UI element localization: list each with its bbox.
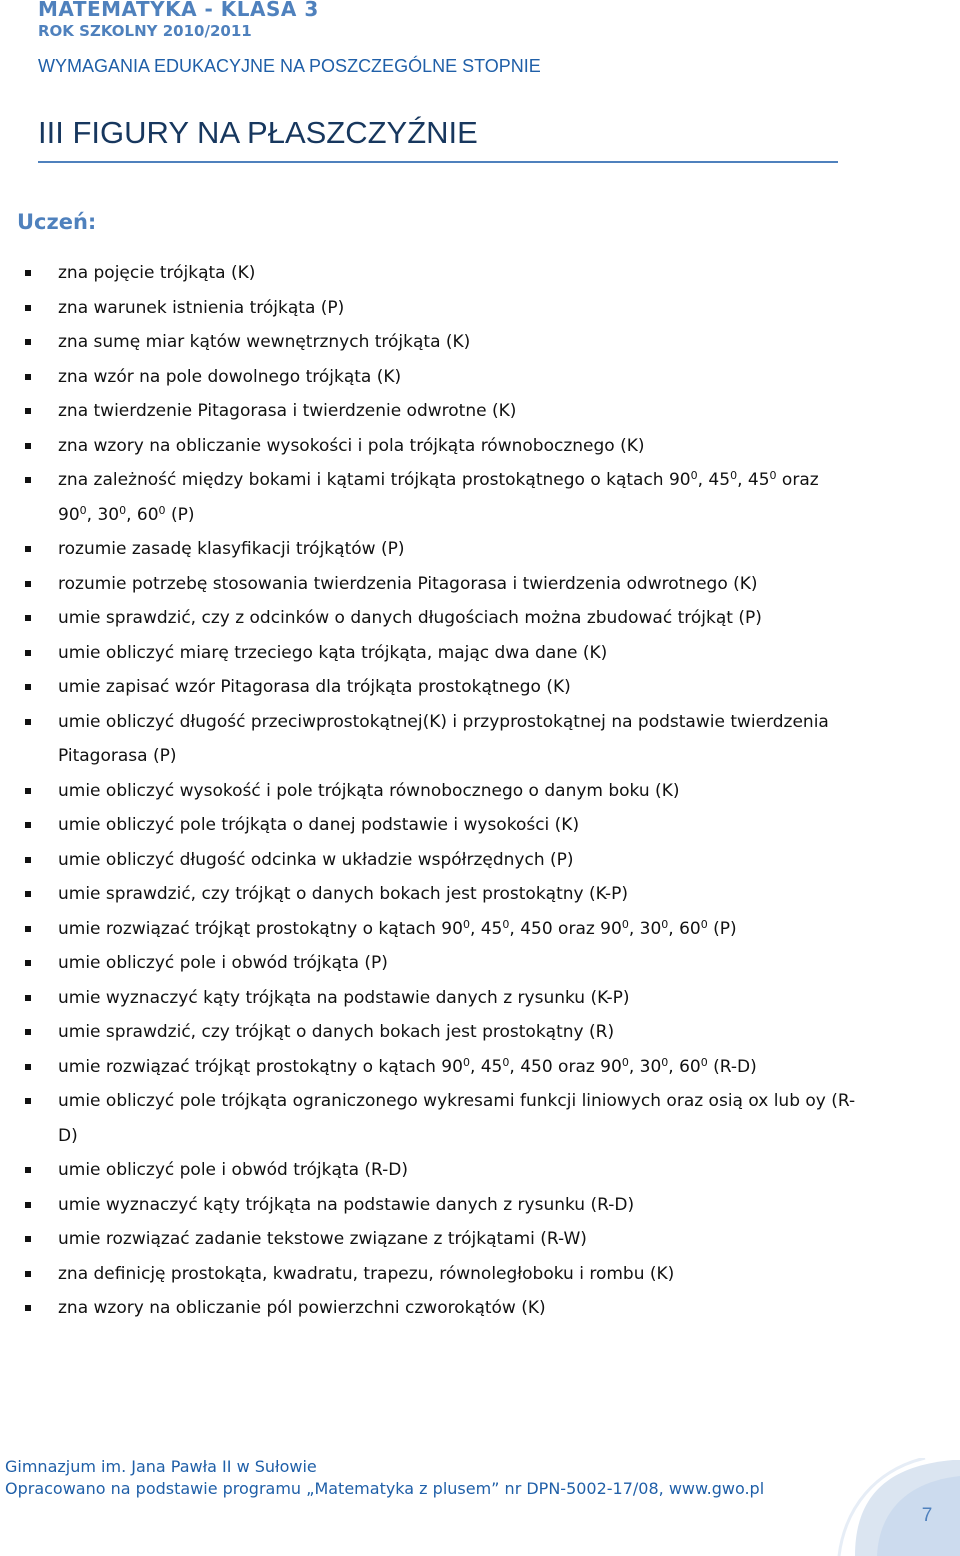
requirement-text: umie obliczyć pole trójkąta o danej podstawie i wysokości (K) [58, 815, 580, 835]
bullet-square-icon [25, 1271, 31, 1277]
bullet-square-icon [25, 1305, 31, 1311]
bullet-square-icon [25, 546, 31, 552]
degree-superscript: 0 [79, 503, 87, 517]
chapter-title: III FIGURY NA PŁASZCZYŹNIE [38, 115, 478, 150]
requirement-item [58, 360, 858, 395]
requirement-text: , 60 [668, 1056, 701, 1077]
bullet-square-icon [25, 1098, 31, 1104]
requirement-text: umie wyznaczyć kąty trójkąta na podstawie danych z rysunku (R-D) [58, 1194, 635, 1215]
requirement-item [58, 567, 858, 602]
requirement-item [58, 705, 858, 774]
degree-superscript: 0 [462, 917, 470, 931]
requirement-item [58, 1188, 858, 1223]
requirement-text: , 60 [668, 918, 701, 939]
requirement-text: (R-D) [707, 1056, 757, 1077]
requirement-item [58, 1222, 858, 1257]
requirement-text: zna wzory na obliczanie pól powierzchni czworokątów (K) [58, 1298, 546, 1318]
requirement-item [58, 394, 858, 429]
bullet-square-icon [25, 339, 31, 345]
requirement-item [58, 1257, 858, 1292]
bullet-square-icon [25, 891, 31, 897]
footer-program: Opracowano na podstawie programu „Matematyka z plusem” nr DPN-5002-17/08, www.gwo.pl [5, 1479, 765, 1498]
bullet-square-icon [25, 926, 31, 932]
requirement-text: , 45 [469, 918, 503, 939]
requirements-subtitle: WYMAGANIA EDUKACYJNE NA POSZCZEGÓLNE STOPNIE [38, 56, 541, 76]
degree-superscript: 0 [661, 1055, 669, 1069]
bullet-square-icon [25, 650, 31, 656]
school-year: ROK SZKOLNY 2010/2011 [38, 22, 252, 40]
degree-superscript: 0 [661, 917, 669, 931]
chapter-divider [38, 161, 838, 163]
bullet-square-icon [25, 477, 31, 483]
requirement-item [58, 256, 858, 291]
requirement-text: umie obliczyć pole trójkąta ograniczonego wykresami funkcji liniowych oraz osią ox lub oy (R-D) [58, 1091, 856, 1146]
page-number: 7 [921, 1505, 933, 1526]
requirement-text: zna twierdzenie Pitagorasa i twierdzenie odwrotne (K) [58, 401, 517, 421]
degree-superscript: 0 [621, 917, 629, 931]
bullet-square-icon [25, 581, 31, 587]
requirement-text: zna zależność między bokami i kątami trójkąta prostokątnego o kątach 90 [58, 470, 691, 490]
requirement-text: umie sprawdzić, czy trójkąt o danych bokach jest prostokątny (R) [58, 1022, 615, 1042]
requirement-item [58, 532, 858, 567]
requirement-item [58, 1084, 858, 1153]
requirement-text: rozumie zasadę klasyfikacji trójkątów (P) [58, 539, 405, 559]
requirement-text: umie rozwiązać trójkąt prostokątny o kątach 90 [58, 1056, 463, 1077]
requirement-item [58, 670, 858, 705]
requirement-text: umie obliczyć pole i obwód trójkąta (P) [58, 953, 388, 973]
bullet-square-icon [25, 1202, 31, 1208]
section-label: Uczeń: [17, 210, 97, 234]
bullet-square-icon [25, 995, 31, 1001]
requirement-item [58, 636, 858, 671]
requirement-text: , 450 oraz 90 [509, 1056, 622, 1077]
bullet-square-icon [25, 1064, 31, 1070]
requirement-item [58, 774, 858, 809]
requirement-text: zna sumę miar kątów wewnętrznych trójkąta (K) [58, 332, 471, 352]
requirement-text: umie obliczyć pole i obwód trójkąta (R-D) [58, 1160, 409, 1180]
requirement-item [58, 291, 858, 326]
requirement-text: , 60 [126, 504, 159, 525]
requirement-item [58, 946, 858, 981]
bullet-square-icon [25, 1029, 31, 1035]
requirement-item [58, 808, 858, 843]
requirement-item [58, 912, 858, 947]
requirement-text: umie rozwiązać zadanie tekstowe związane z trójkątami (R-W) [58, 1229, 587, 1249]
bullet-square-icon [25, 684, 31, 690]
degree-superscript: 0 [769, 469, 777, 482]
requirement-text: zna pojęcie trójkąta (K) [58, 263, 256, 283]
requirement-text: umie wyznaczyć kąty trójkąta na podstawie danych z rysunku (K-P) [58, 987, 630, 1008]
bullet-square-icon [25, 270, 31, 276]
requirement-text: (P) [707, 918, 737, 939]
requirement-item [58, 1050, 858, 1085]
requirement-item [58, 877, 858, 912]
bullet-square-icon [25, 615, 31, 621]
degree-superscript: 0 [502, 917, 510, 931]
subject-title: MATEMATYKA - KLASA 3 [38, 0, 319, 21]
bullet-square-icon [25, 1236, 31, 1242]
bullet-square-icon [25, 822, 31, 828]
requirement-text: umie obliczyć miarę trzeciego kąta trójkąta, mając dwa dane (K) [58, 642, 608, 663]
requirement-text: zna wzory na obliczanie wysokości i pola trójkąta równobocznego (K) [58, 435, 645, 456]
requirement-text: , 30 [628, 1056, 662, 1077]
requirement-text: umie sprawdzić, czy z odcinków o danych długościach można zbudować trójkąt (P) [58, 608, 762, 628]
requirement-item [58, 1153, 858, 1188]
requirement-item [58, 843, 858, 878]
requirement-text: rozumie potrzebę stosowania twierdzenia Pitagorasa i twierdzenia odwrotnego (K) [58, 573, 758, 594]
bullet-square-icon [25, 408, 31, 414]
degree-superscript: 0 [700, 917, 708, 931]
bullet-square-icon [25, 1167, 31, 1173]
requirement-item [58, 325, 858, 360]
requirement-text: zna warunek istnienia trójkąta (P) [58, 297, 345, 318]
requirement-text: umie sprawdzić, czy trójkąt o danych bokach jest prostokątny (K-P) [58, 884, 629, 904]
bullet-square-icon [25, 443, 31, 449]
degree-superscript: 0 [700, 1055, 708, 1069]
requirement-text: zna wzór na pole dowolnego trójkąta (K) [58, 366, 402, 387]
requirement-item [58, 429, 858, 464]
degree-superscript: 0 [690, 469, 698, 482]
degree-superscript: 0 [621, 1055, 629, 1069]
bullet-square-icon [25, 719, 31, 725]
requirement-text: , 30 [86, 504, 120, 525]
requirement-text: (P) [165, 504, 195, 525]
degree-superscript: 0 [462, 1055, 470, 1069]
bullet-square-icon [25, 788, 31, 794]
bullet-square-icon [25, 960, 31, 966]
degree-superscript: 0 [502, 1055, 510, 1069]
requirement-item [58, 1015, 858, 1050]
bullet-square-icon [25, 305, 31, 311]
requirement-text: , 30 [628, 918, 662, 939]
requirement-text: umie obliczyć wysokość i pole trójkąta równobocznego o danym boku (K) [58, 780, 680, 801]
requirement-item [58, 1291, 858, 1326]
requirement-text: umie rozwiązać trójkąt prostokątny o kątach 90 [58, 918, 463, 939]
requirement-item [58, 981, 858, 1016]
requirement-text: umie zapisać wzór Pitagorasa dla trójkąta prostokątnego (K) [58, 677, 571, 697]
requirement-text: , 45 [697, 470, 731, 490]
bullet-square-icon [25, 857, 31, 863]
requirement-text: oraz 90 [58, 470, 819, 525]
requirement-text: umie obliczyć długość przeciwprostokątnej(K) i przyprostokątnej na podstawie twierdzenia Pitagorasa (P) [58, 711, 829, 766]
requirement-text: umie obliczyć długość odcinka w układzie współrzędnych (P) [58, 849, 574, 870]
degree-superscript: 0 [730, 469, 738, 482]
requirement-item [58, 463, 858, 532]
requirement-text: zna definicję prostokąta, kwadratu, trapezu, równoległoboku i rombu (K) [58, 1263, 675, 1284]
requirement-text: , 45 [737, 470, 770, 490]
requirement-text: , 450 oraz 90 [509, 918, 622, 939]
requirement-text: , 45 [469, 1056, 503, 1077]
degree-superscript: 0 [158, 503, 166, 517]
degree-superscript: 0 [119, 503, 127, 517]
bullet-square-icon [25, 374, 31, 380]
footer-school: Gimnazjum im. Jana Pawła II w Sułowie [5, 1457, 317, 1476]
requirement-item [58, 601, 858, 636]
